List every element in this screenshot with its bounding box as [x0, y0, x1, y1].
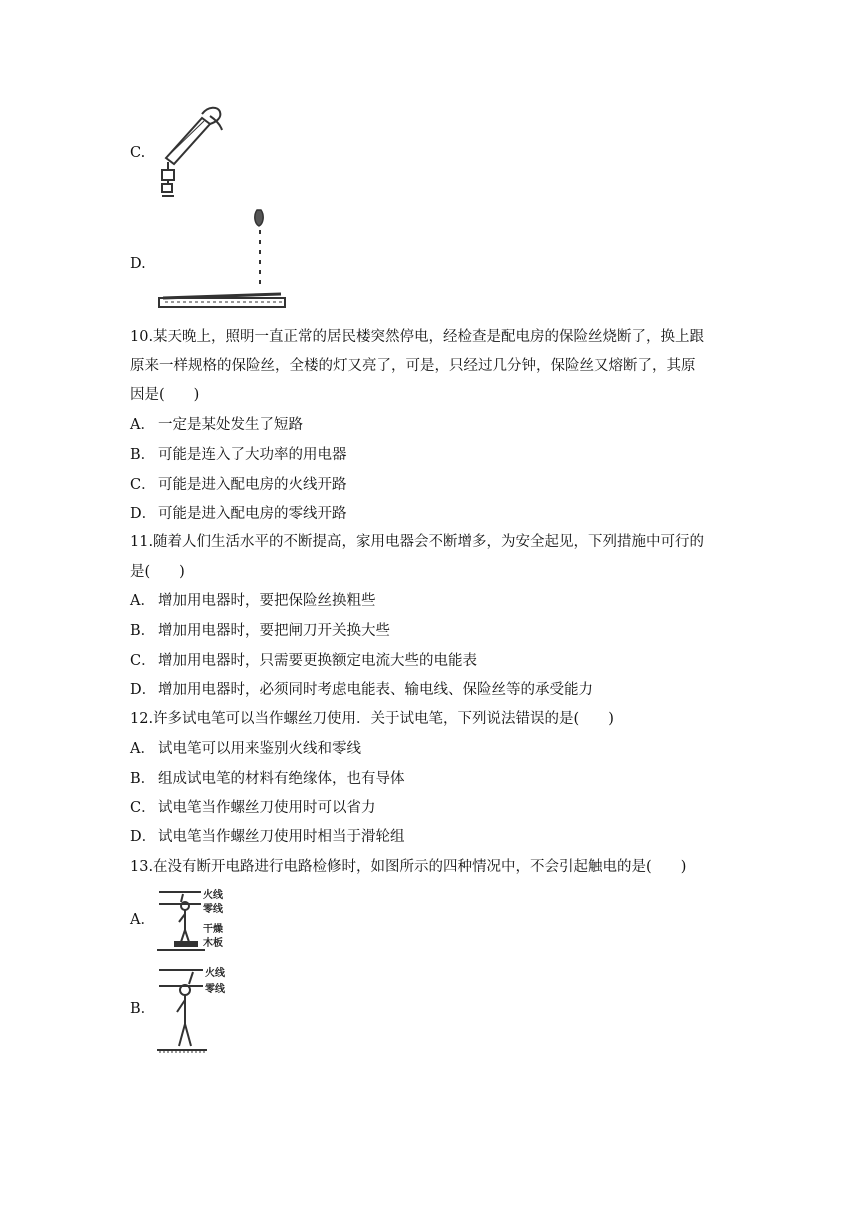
option-letter: C． [130, 800, 156, 816]
question-11-option-d [130, 680, 740, 700]
option-text: 增加用电器时，必须同时考虑电能表、输电线、保险丝等的承受能力 [158, 682, 593, 698]
option-letter: B． [130, 1001, 156, 1017]
option-text: 组成试电笔的材料有绝缘体，也有导体 [158, 771, 405, 787]
question-11-text-line2: 是( ) [130, 564, 185, 580]
option-letter: C． [130, 477, 156, 493]
question-10-text-line2: 原来一样规格的保险丝，全楼的灯又亮了，可是，只经过几分钟，保险丝又熔断了，其原 [130, 358, 696, 374]
option-letter: C. [130, 145, 146, 161]
test-pencil-figure [158, 104, 228, 200]
option-text: 可能是进入配电房的火线开路 [158, 477, 347, 493]
question-10-text: 10.某天晚上，照明一直正常的居民楼突然停电，经检查是配电房的保险丝烧断了，换上跟 [130, 329, 705, 345]
live-wire-label: 火线 [203, 890, 223, 901]
figure-a-dry-board [155, 884, 245, 954]
question-12-option-c [130, 798, 740, 818]
question-10-option-a [130, 415, 740, 435]
option-text: 试电笔当作螺丝刀使用时可以省力 [158, 800, 376, 816]
board-label: 木板 [203, 938, 223, 949]
option-text: 增加用电器时，要把保险丝换粗些 [158, 593, 376, 609]
ground-wire-figure [155, 206, 290, 312]
option-letter: B． [130, 771, 156, 787]
option-letter: C． [130, 653, 156, 669]
option-text: 增加用电器时，要把闸刀开关换大些 [158, 623, 390, 639]
question-10-option-c [130, 475, 740, 495]
figure-b-standing-ground [155, 962, 245, 1056]
option-letter: A． [130, 912, 155, 928]
option-letter: A． [130, 593, 155, 609]
option-text: 试电笔可以用来鉴别火线和零线 [158, 741, 361, 757]
question-11-text: 11.随着人们生活水平的不断提高，家用电器会不断增多，为安全起见，下列措施中可行的 [130, 534, 705, 550]
option-text: 增加用电器时，只需要更换额定电流大些的电能表 [158, 653, 477, 669]
neutral-wire-label: 零线 [205, 984, 225, 995]
question-11-option-a [130, 591, 740, 611]
option-text: 可能是连入了大功率的用电器 [158, 447, 347, 463]
live-wire-label: 火线 [205, 968, 225, 979]
option-letter: B． [130, 623, 156, 639]
neutral-wire-label: 零线 [203, 904, 223, 915]
question-10-text-line3: 因是( ) [130, 387, 200, 403]
question-13-text: 13.在没有断开电路进行电路检修时，如图所示的四种情况中，不会引起触电的是( ) [130, 859, 687, 875]
question-10-option-d [130, 504, 740, 524]
option-letter: D． [130, 682, 157, 698]
option-letter: A． [130, 417, 155, 433]
question-11-option-c [130, 651, 740, 671]
question-12-text: 12.许多试电笔可以当作螺丝刀使用．关于试电笔，下列说法错误的是( ) [130, 711, 614, 727]
option-text: 可能是进入配电房的零线开路 [158, 506, 347, 522]
question-12-option-d [130, 827, 740, 847]
question-11-option-b [130, 621, 740, 641]
dry-label: 干燥 [203, 924, 223, 935]
option-letter: D． [130, 506, 157, 522]
question-12-option-a [130, 739, 740, 759]
option-letter: D. [130, 256, 146, 272]
question-10-option-b [130, 445, 740, 465]
option-text: 一定是某处发生了短路 [158, 417, 303, 433]
question-12-option-b [130, 769, 740, 789]
option-letter: B． [130, 447, 156, 463]
option-text: 试电笔当作螺丝刀使用时相当于滑轮组 [158, 829, 405, 845]
option-letter: D． [130, 829, 157, 845]
option-letter: A． [130, 741, 155, 757]
